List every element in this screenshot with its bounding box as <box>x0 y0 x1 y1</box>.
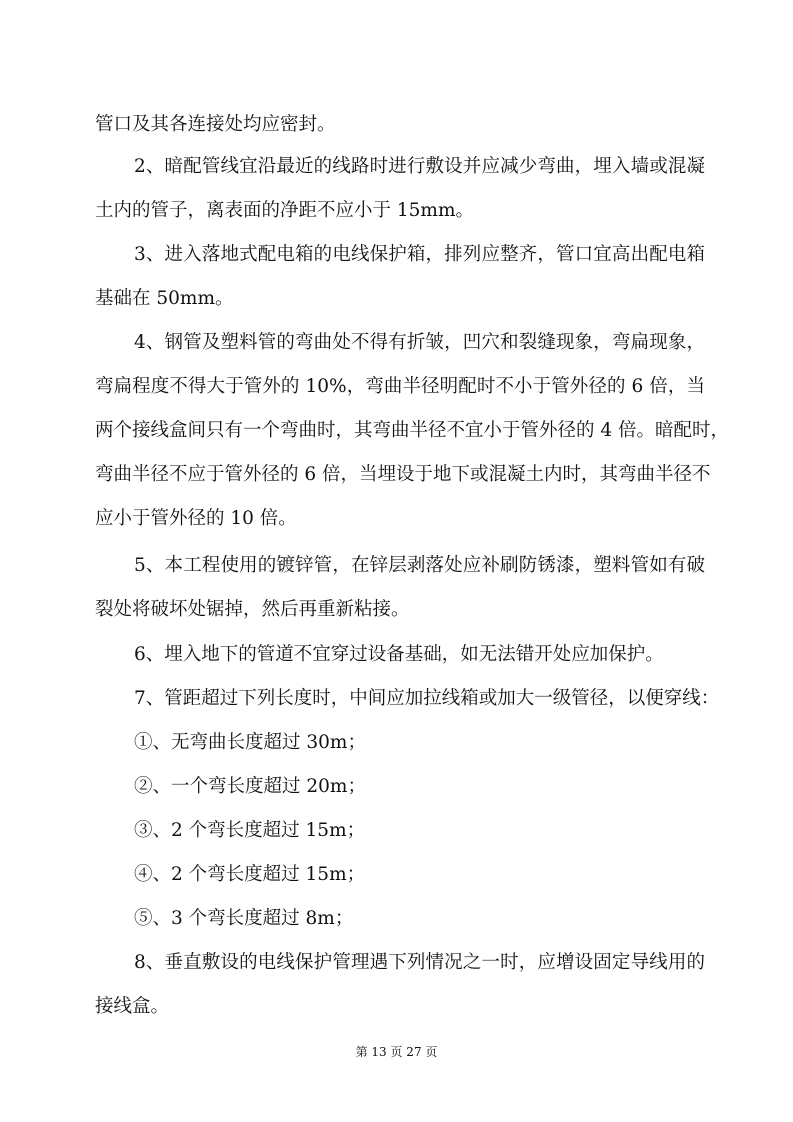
text-line: 裂处将破坏处锯掉，然后再重新粘接。 <box>95 599 410 620</box>
text-line: 6、埋入地下的管道不宜穿过设备基础，如无法错开处应加保护。 <box>134 644 664 665</box>
text-line: 土内的管子，离表面的净距不应小于 15mm。 <box>95 200 475 221</box>
text-line: 弯扁程度不得大于管外的 10%，弯曲半径明配时不小于管外径的 6 倍，当 <box>95 376 705 397</box>
text-line: 4、钢管及塑料管的弯曲处不得有折皱，凹穴和裂缝现象，弯扁现象， <box>134 332 705 353</box>
text-line: 应小于管外径的 10 倍。 <box>95 508 297 529</box>
text-line: ①、无弯曲长度超过 30m； <box>134 732 366 753</box>
text-line: 2、暗配管线宜沿最近的线路时进行敷设并应减少弯曲，埋入墙或混凝 <box>134 156 705 177</box>
text-line: 基础在 50mm。 <box>95 288 234 309</box>
text-line: 管口及其各连接处均应密封。 <box>95 114 336 135</box>
text-line: 5、本工程使用的镀锌管，在锌层剥落处应补刷防锈漆，塑料管如有破 <box>134 555 705 576</box>
text-line: 弯曲半径不应于管外径的 6 倍，当埋设于地下或混凝土内时，其弯曲半径不 <box>95 464 711 485</box>
text-line: ③、2 个弯长度超过 15m； <box>134 820 366 841</box>
text-line: 两个接线盒间只有一个弯曲时，其弯曲半径不宜小于管外径的 4 倍。暗配时， <box>95 420 730 441</box>
text-line: 7、管距超过下列长度时，中间应加拉线箱或加大一级管径，以便穿线： <box>134 688 720 709</box>
text-line: 接线盒。 <box>95 996 170 1017</box>
text-line: ⑤、3 个弯长度超过 8m； <box>134 908 354 929</box>
text-line: 8、垂直敷设的电线保护管理遇下列情况之一时，应增设固定导线用的 <box>134 952 705 973</box>
page-number: 第 13 页 27 页 <box>355 1045 438 1059</box>
text-line: ②、一个弯长度超过 20m； <box>134 776 366 797</box>
text-line: 3、进入落地式配电箱的电线保护箱，排列应整齐，管口宜高出配电箱 <box>134 244 705 265</box>
text-line: ④、2 个弯长度超过 15m； <box>134 864 366 885</box>
